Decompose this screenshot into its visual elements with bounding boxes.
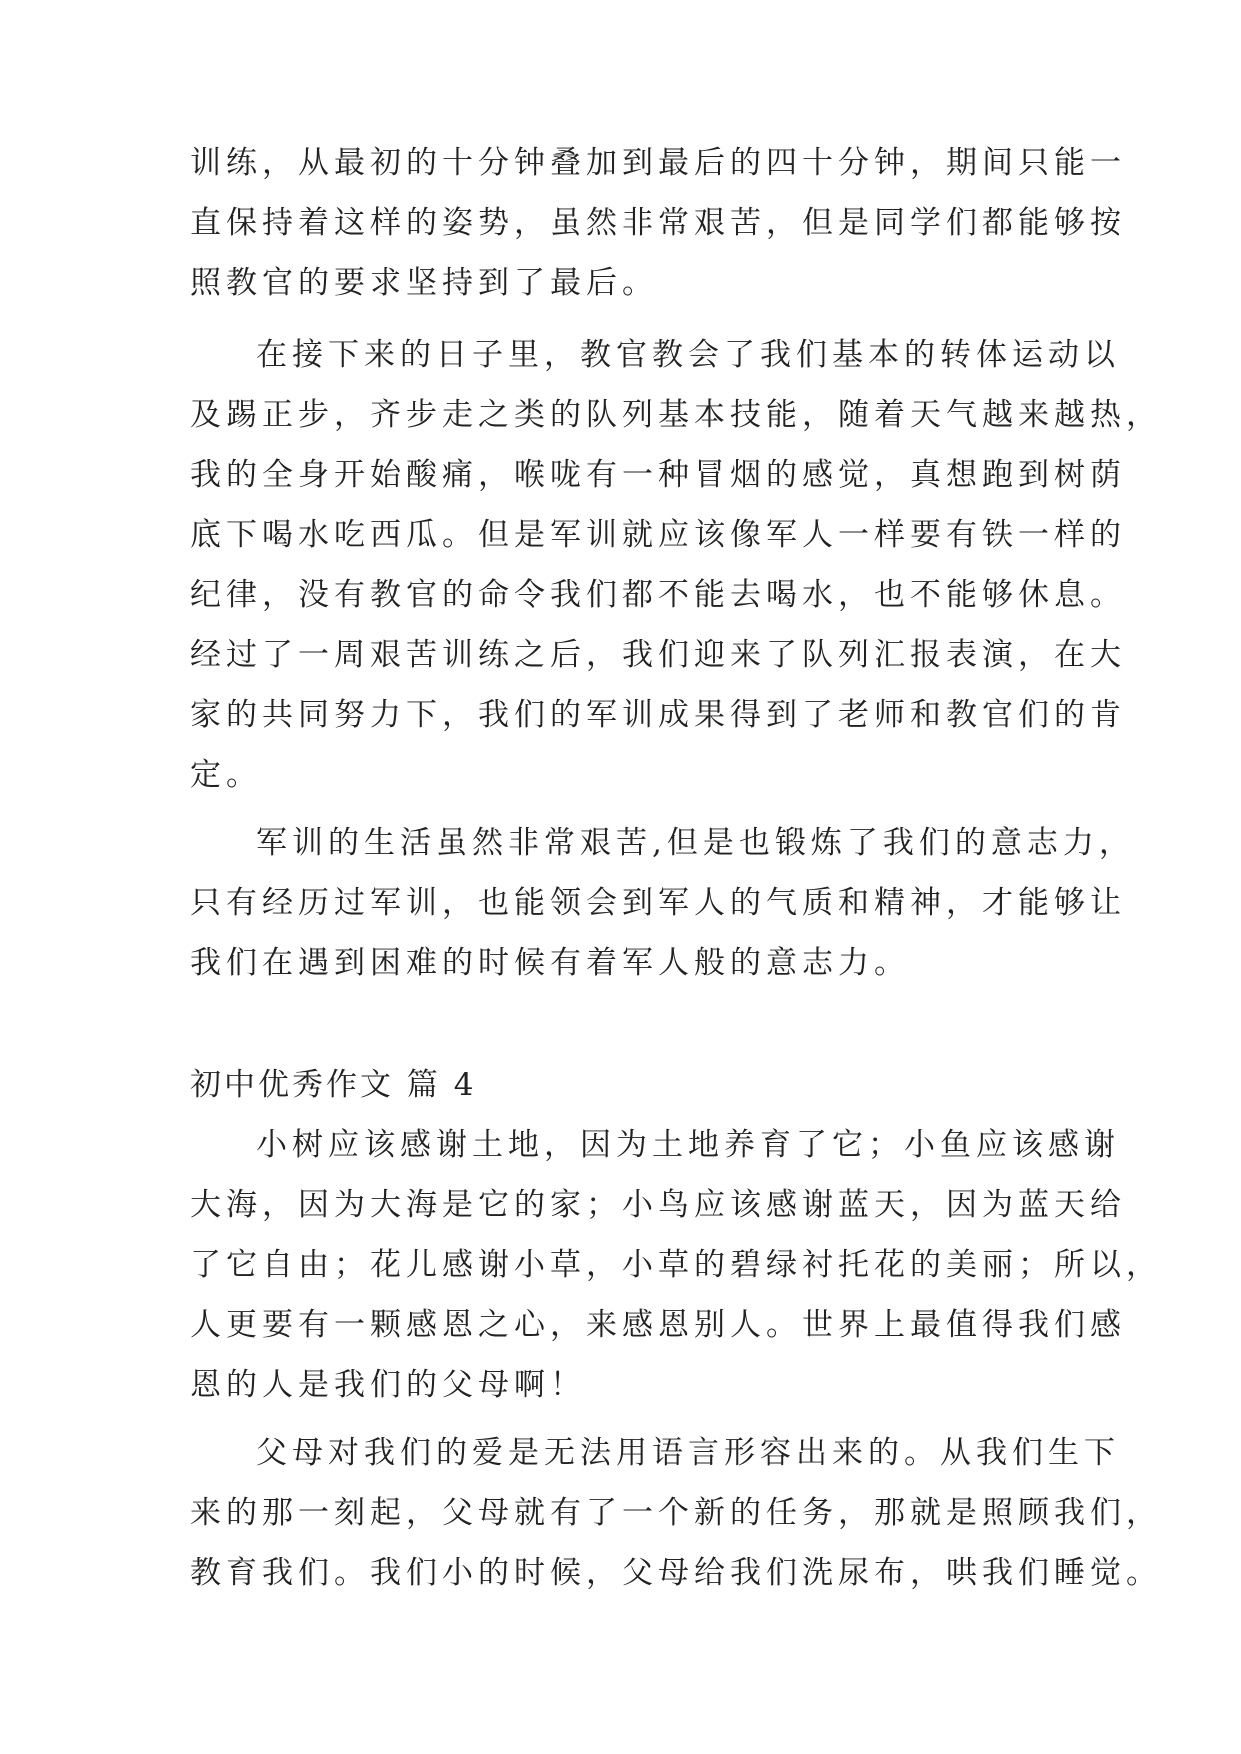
paragraph-first-line: 父母对我们的爱是无法用语言形容出来的。从我们生下 xyxy=(256,1435,1120,1471)
text-line: 照教官的要求坚持到了最后。 xyxy=(190,265,658,301)
text-line: 人更要有一颗感恩之心，来感恩别人。世界上最值得我们感 xyxy=(190,1307,1126,1343)
text-line: 底下喝水吃西瓜。但是军训就应该像军人一样要有铁一样的 xyxy=(190,517,1126,553)
paragraph-first-line: 在接下来的日子里，教官教会了我们基本的转体运动以 xyxy=(256,337,1120,373)
text-line: 定。 xyxy=(190,757,262,793)
section-heading: 初中优秀作文 篇 4 xyxy=(190,1067,477,1103)
text-line: 及踢正步，齐步走之类的队列基本技能，随着天气越来越热， xyxy=(190,397,1162,433)
text-line: 直保持着这样的姿势，虽然非常艰苦，但是同学们都能够按 xyxy=(190,205,1126,241)
text-line: 我的全身开始酸痛，喉咙有一种冒烟的感觉，真想跑到树荫 xyxy=(190,457,1126,493)
text-line: 我们在遇到困难的时候有着军人般的意志力。 xyxy=(190,945,910,981)
paragraph-first-line: 小树应该感谢土地，因为土地养育了它；小鱼应该感谢 xyxy=(256,1127,1120,1163)
text-line: 教育我们。我们小的时候，父母给我们洗尿布，哄我们睡觉。 xyxy=(190,1555,1162,1591)
text-line: 恩的人是我们的父母啊！ xyxy=(190,1367,586,1403)
text-line: 纪律，没有教官的命令我们都不能去喝水，也不能够休息。 xyxy=(190,577,1126,613)
text-line: 经过了一周艰苦训练之后，我们迎来了队列汇报表演，在大 xyxy=(190,637,1126,673)
paragraph-first-line: 军训的生活虽然非常艰苦,但是也锻炼了我们的意志力， xyxy=(256,825,1135,861)
text-line: 训练，从最初的十分钟叠加到最后的四十分钟，期间只能一 xyxy=(190,145,1126,181)
text-line: 来的那一刻起，父母就有了一个新的任务，那就是照顾我们， xyxy=(190,1495,1162,1531)
text-line: 家的共同努力下，我们的军训成果得到了老师和教官们的肯 xyxy=(190,697,1126,733)
text-line: 了它自由；花儿感谢小草，小草的碧绿衬托花的美丽；所以， xyxy=(190,1247,1162,1283)
text-line: 只有经历过军训，也能领会到军人的气质和精神，才能够让 xyxy=(190,885,1126,921)
text-line: 大海，因为大海是它的家；小鸟应该感谢蓝天，因为蓝天给 xyxy=(190,1187,1126,1223)
